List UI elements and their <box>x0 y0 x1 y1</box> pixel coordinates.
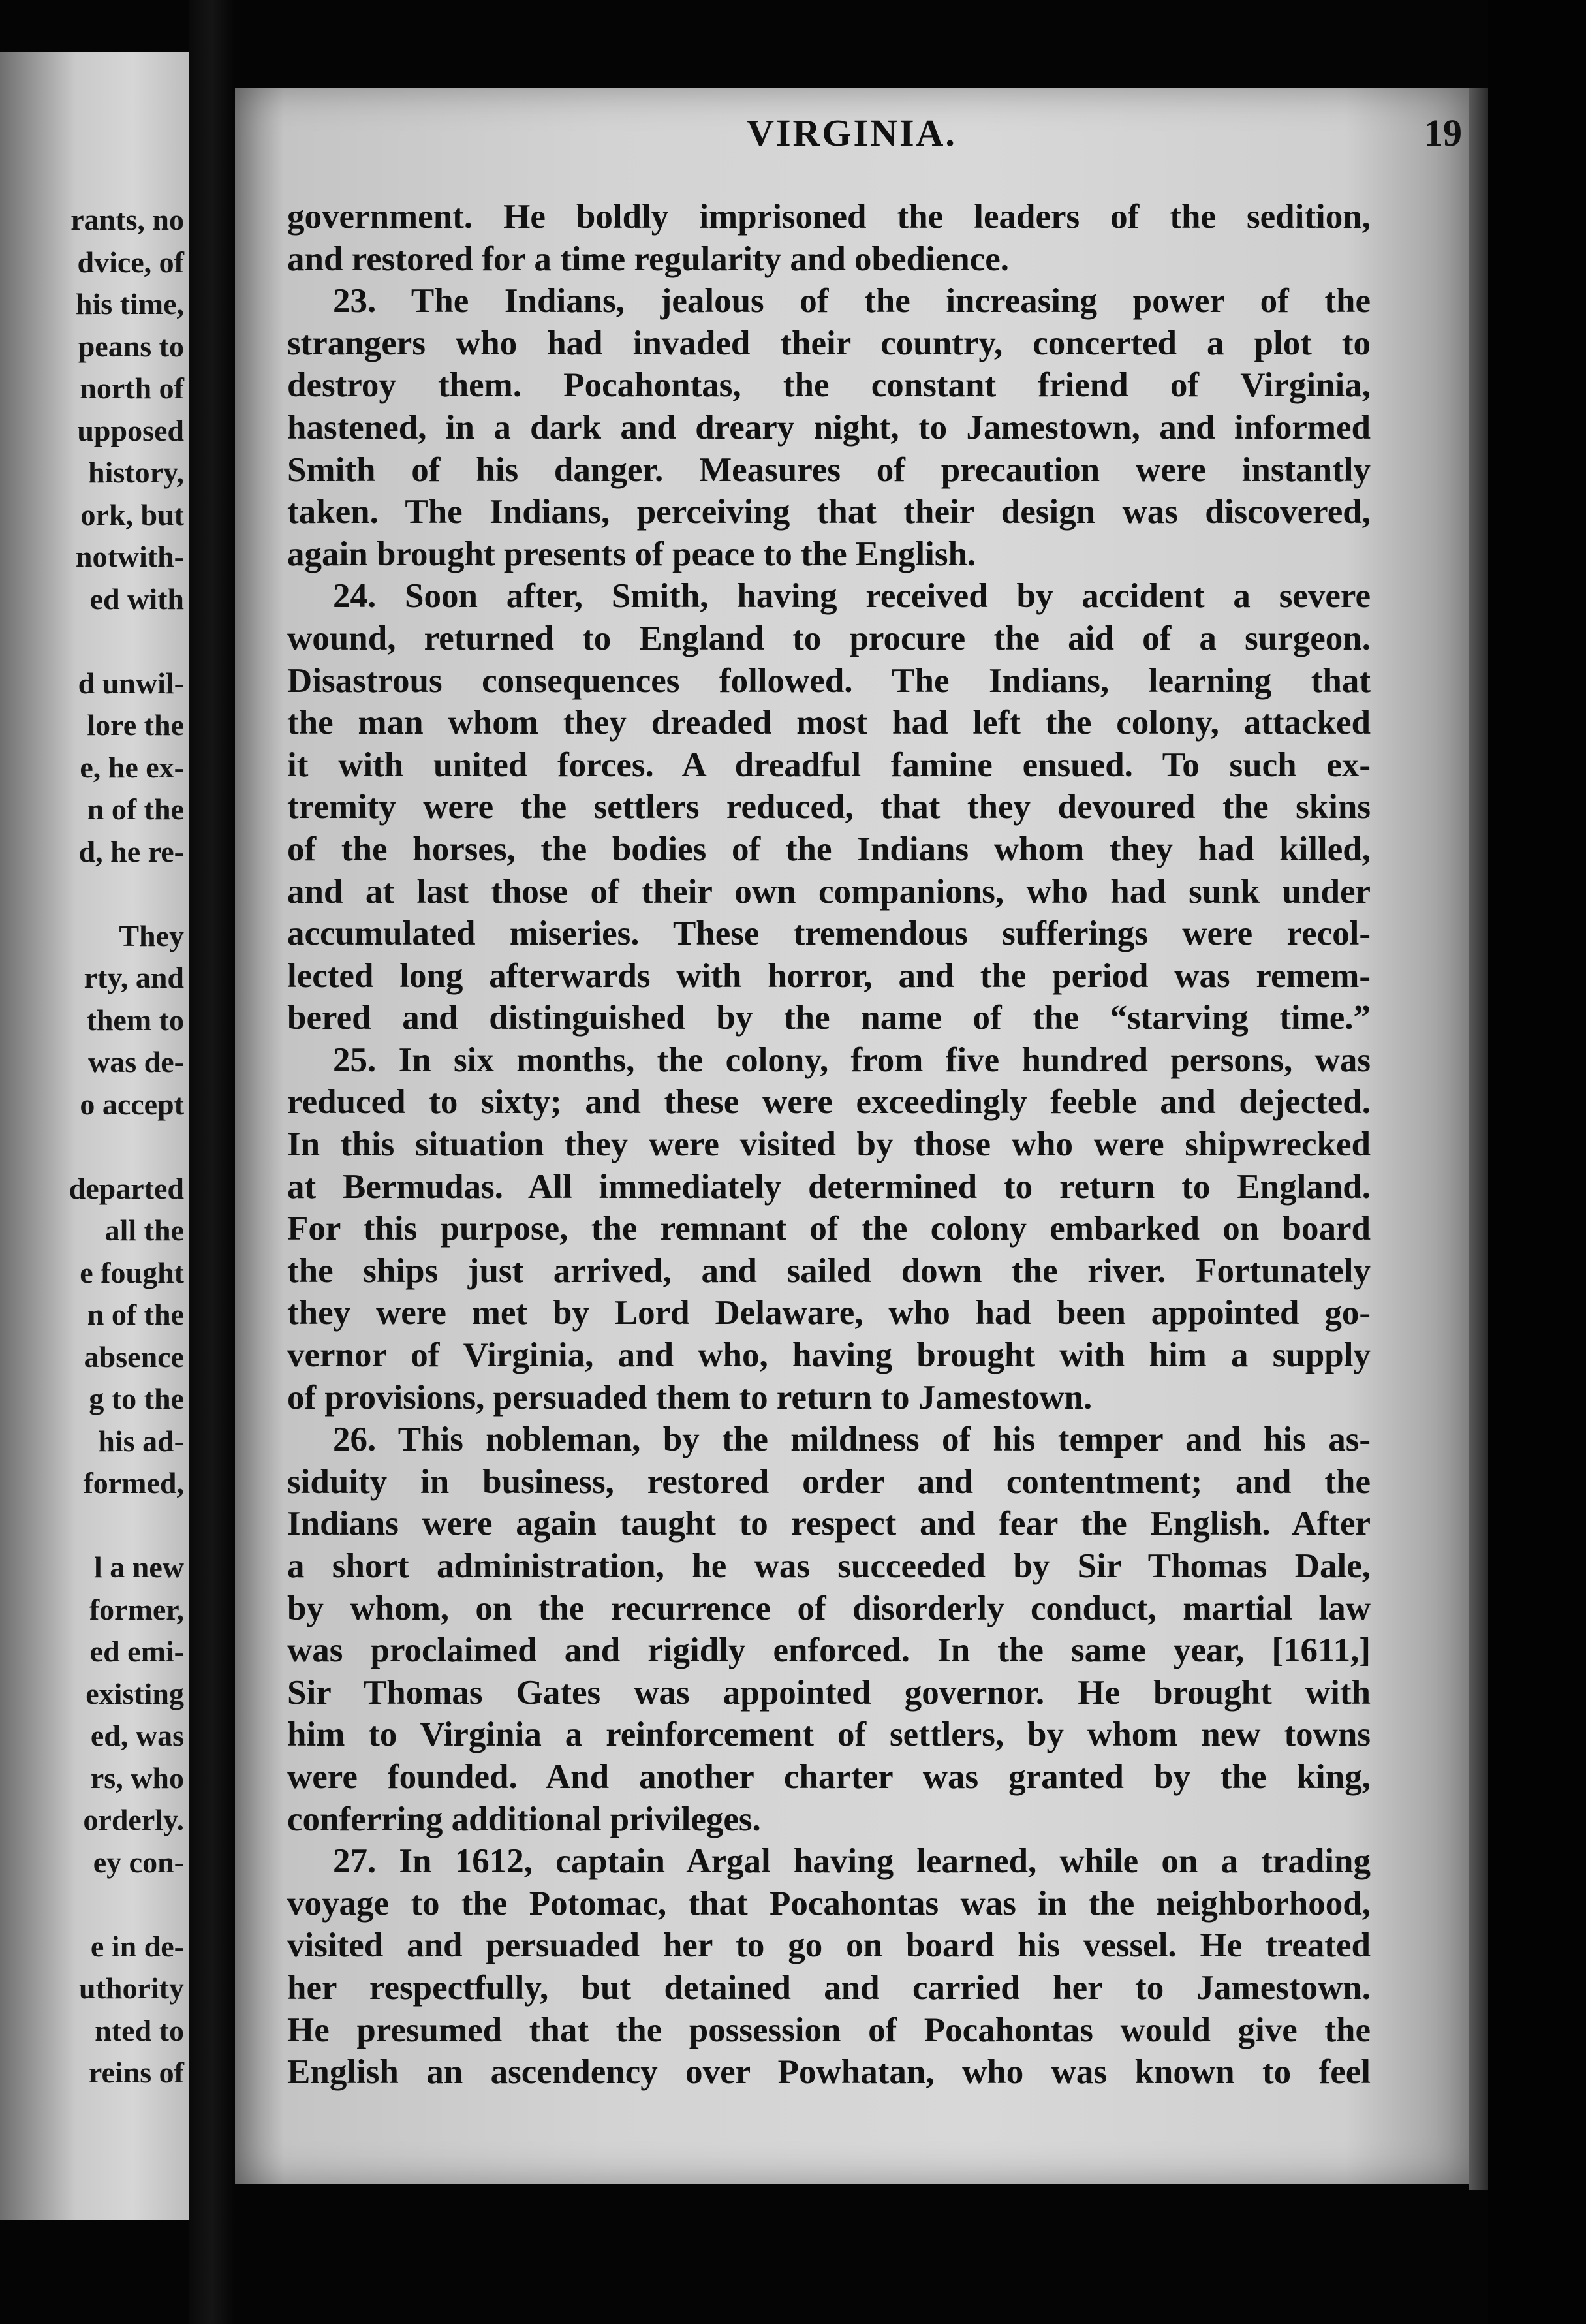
text-line: strangers who had invaded their country, concerted a plot to <box>287 324 1371 362</box>
left-page-line <box>69 1125 184 1168</box>
text-line: taken. The Indians, perceiving that their design was discovered, <box>287 493 1371 531</box>
text-line: hastened, in a dark and dreary night, to Jamestown, and informed <box>287 408 1371 447</box>
left-page-line: d, he re- <box>78 834 184 868</box>
running-title: VIRGINIA. <box>747 112 957 154</box>
page-number: 19 <box>1424 112 1462 154</box>
text-line: 26. This nobleman, by the mildness of his temper and his as- <box>333 1421 1371 1459</box>
left-page-line: uthority <box>79 1971 184 2005</box>
text-line: Indians were again taught to respect and fear the English. After <box>287 1505 1371 1543</box>
left-page-line: ed with <box>89 582 184 616</box>
text-line: accumulated miseries. These tremendous sufferings were recol- <box>287 915 1371 953</box>
left-page-line: reins of <box>88 2056 184 2089</box>
running-head <box>235 111 1469 163</box>
left-page-line: upposed <box>77 413 184 447</box>
text-line: In this situation they were visited by those who were shipwrecked <box>287 1125 1371 1164</box>
left-page-line: ork, but <box>80 497 184 531</box>
left-page-line: them to <box>86 1003 184 1037</box>
text-line: the man whom they dreaded most had left the colony, attacked <box>287 704 1371 742</box>
left-page-line: his ad- <box>98 1424 184 1458</box>
left-page-line: existing <box>86 1676 184 1710</box>
text-line: siduity in business, restored order and contentment; and the <box>287 1462 1371 1501</box>
left-page-line: nted to <box>95 2013 184 2047</box>
left-page-line: dvice, of <box>77 245 184 279</box>
text-line: destroy them. Pocahontas, the constant friend of Virginia, <box>287 366 1371 405</box>
left-page-text <box>69 199 184 2094</box>
book-gutter <box>189 0 235 2324</box>
left-page-line: n of the <box>87 1298 184 1331</box>
text-line: bered and distinguished by the name of the “starving time.” <box>287 999 1371 1037</box>
left-page-line: o accept <box>80 1087 184 1121</box>
text-line: vernor of Virginia, and who, having brought with him a supply <box>287 1336 1371 1375</box>
left-page-line: d unwil- <box>78 666 184 700</box>
left-page-line: orderly. <box>83 1803 184 1836</box>
text-line: were founded. And another charter was granted by the king, <box>287 1757 1371 1796</box>
body-text <box>287 196 1371 2094</box>
left-page-line: absence <box>84 1340 184 1374</box>
left-page-line <box>69 1505 184 1547</box>
text-line: visited and persuaded her to go on board his vessel. He treated <box>287 1926 1371 1965</box>
left-page-line: They <box>119 919 184 952</box>
text-line: Disastrous consequences followed. The Indians, learning that <box>287 661 1371 700</box>
text-line: government. He boldly imprisoned the leaders of the sedition, <box>287 198 1371 236</box>
text-line: Sir Thomas Gates was appointed governor. He brought with <box>287 1673 1371 1712</box>
text-line: tremity were the settlers reduced, that they devoured the skins <box>287 788 1371 826</box>
text-line: the ships just arrived, and sailed down the river. Fortunately <box>287 1251 1371 1290</box>
text-line: her respectfully, but detained and carried her to Jamestown. <box>287 1968 1371 2007</box>
text-line: it with united forces. A dreadful famine ensued. To such ex- <box>287 746 1371 784</box>
text-line: Smith of his danger. Measures of precaution were instantly <box>287 450 1371 489</box>
left-page-line: ey con- <box>93 1845 184 1879</box>
text-line: of the horses, the bodies of the Indians whom they had killed, <box>287 830 1371 868</box>
text-line: 27. In 1612, captain Argal having learned, while on a trading <box>333 1842 1371 1881</box>
left-page-line: lore the <box>87 708 184 742</box>
left-page-line: formed, <box>83 1466 184 1500</box>
scan-border-right <box>1488 0 1586 2324</box>
left-page-line: e fought <box>80 1255 184 1289</box>
text-line: a short administration, he was succeeded by Sir Thomas Dale, <box>287 1547 1371 1585</box>
left-page-line: rants, no <box>70 203 184 236</box>
left-page-line: rty, and <box>84 961 184 994</box>
text-line: 23. The Indians, jealous of the increasing power of the <box>333 282 1371 321</box>
left-page-line: departed <box>69 1171 184 1205</box>
text-line: at Bermudas. All immediately determined to return to England. <box>287 1167 1371 1206</box>
text-line: English an ascendency over Powhatan, who was known to feel <box>287 2053 1371 2092</box>
text-line: was proclaimed and rigidly enforced. In the same year, [1611,] <box>287 1631 1371 1670</box>
text-line: 24. Soon after, Smith, having received by accident a severe <box>333 577 1371 616</box>
text-line: him to Virginia a reinforcement of settlers, by whom new towns <box>287 1716 1371 1754</box>
left-page-line <box>69 873 184 915</box>
left-page-line: peans to <box>78 329 184 363</box>
left-page-line: history, <box>88 456 184 489</box>
left-page-line: his time, <box>75 287 184 321</box>
left-page-line: g to the <box>89 1382 184 1415</box>
text-line: He presumed that the possession of Pocahontas would give the <box>287 2011 1371 2049</box>
left-page-line: l a new <box>94 1550 184 1584</box>
text-line: wound, returned to England to procure the aid of a surgeon. <box>287 619 1371 657</box>
left-page-line: all the <box>104 1214 184 1247</box>
left-page-line: n of the <box>87 793 184 826</box>
text-line: reduced to sixty; and these were exceedingly feeble and dejected. <box>287 1083 1371 1122</box>
left-page-line: was de- <box>88 1045 184 1078</box>
left-page-line <box>69 1883 184 1926</box>
text-line: lected long afterwards with horror, and the period was remem- <box>287 956 1371 995</box>
left-page-line: notwith- <box>75 540 184 573</box>
left-page-line: rs, who <box>90 1761 184 1795</box>
left-page-line: e, he ex- <box>80 750 184 784</box>
left-page-fragment <box>0 52 189 2220</box>
text-line: by whom, on the recurrence of disorderly conduct, martial law <box>287 1589 1371 1627</box>
text-line: they were met by Lord Delaware, who had been appointed go- <box>287 1294 1371 1332</box>
page-edge <box>1469 88 1488 2190</box>
left-page-line: ed emi- <box>89 1635 184 1668</box>
text-line: conferring additional privileges. <box>287 1800 761 1838</box>
left-page-line: ed, was <box>90 1719 184 1752</box>
text-line: again brought presents of peace to the English. <box>287 535 976 573</box>
text-line: voyage to the Potomac, that Pocahontas was in the neighborhood, <box>287 1884 1371 1923</box>
left-page-line: former, <box>89 1592 184 1626</box>
left-page-line: e in de- <box>90 1929 184 1963</box>
left-page-line: north of <box>80 371 184 405</box>
text-line: 25. In six months, the colony, from five hundred persons, was <box>333 1041 1371 1079</box>
text-line: of provisions, persuaded them to return to Jamestown. <box>287 1378 1093 1417</box>
text-line: and at last those of their own companions, who had sunk under <box>287 872 1371 911</box>
text-line: and restored for a time regularity and obedience. <box>287 240 1010 278</box>
text-line: For this purpose, the remnant of the colony embarked on board <box>287 1210 1371 1248</box>
left-page-line <box>69 620 184 663</box>
